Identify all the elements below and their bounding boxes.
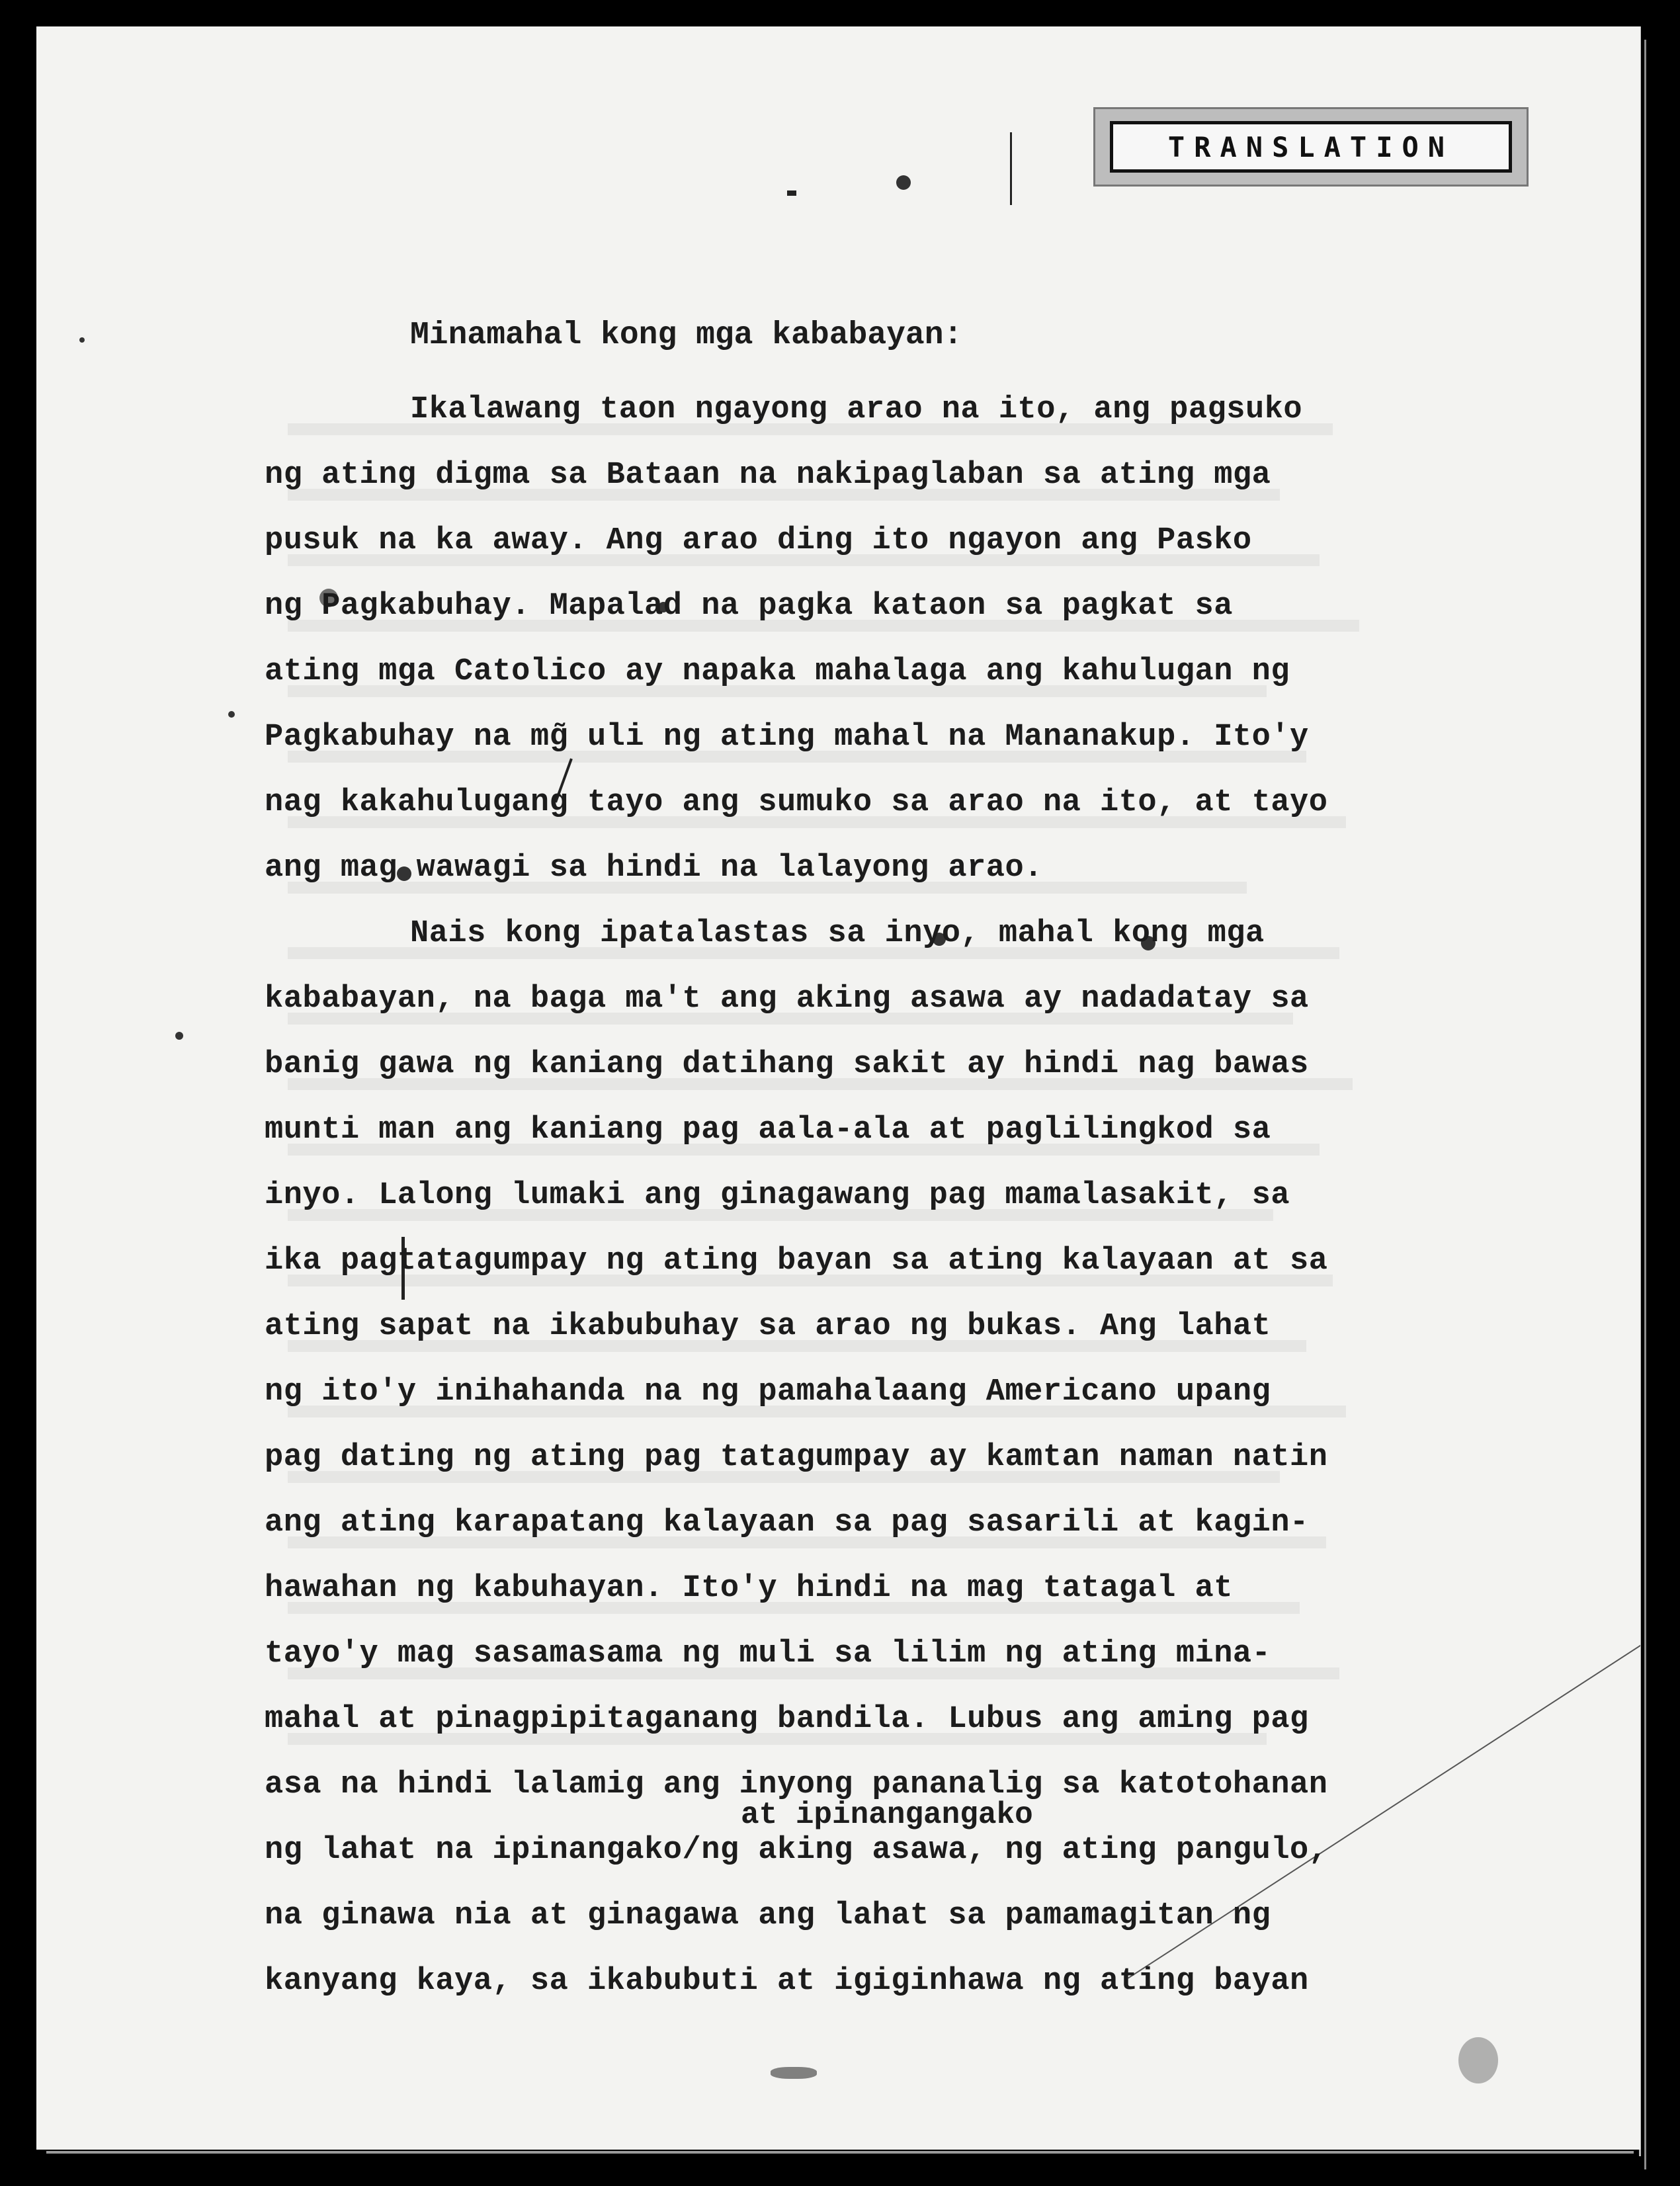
typed-insertion: at ipinangangako — [741, 1798, 1033, 1832]
letter-line: Ikalawang taon ngayong arao na ito, ang pagsuko — [410, 392, 1303, 427]
ink-blot — [79, 337, 85, 343]
letter-line: ng Pagkabuhay. Mapalad na pagka kataon sa pagkat sa — [265, 589, 1233, 624]
letter-line: banig gawa ng kaniang datihang sakit ay hindi nag bawas — [265, 1047, 1309, 1082]
page-edge — [1644, 40, 1646, 2169]
letter-line: munti man ang kaniang pag aala-ala at paglilingkod sa — [265, 1113, 1271, 1148]
translation-stamp-label: TRANSLATION — [1110, 121, 1512, 173]
translation-stamp — [1093, 107, 1529, 187]
page-edge — [46, 2151, 1634, 2154]
letter-line: ating mga Catolico ay napaka mahalaga ang kahulugan ng — [265, 654, 1290, 689]
letter-line: kababayan, na baga ma't ang aking asawa ay nadadatay sa — [265, 982, 1309, 1017]
letter-line: ating sapat na ikabubuhay sa arao ng bukas. Ang lahat — [265, 1309, 1271, 1344]
letter-salutation: Minamahal kong mga kababayan: — [410, 317, 963, 353]
ink-mark — [787, 190, 796, 196]
letter-line: kanyang kaya, sa ikabubuti at igiginhawa ng ating bayan — [265, 1964, 1309, 1999]
letter-line: ng lahat na ipinangako/ng aking asawa, ng ating pangulo, — [265, 1833, 1328, 1868]
ink-blot — [175, 1032, 183, 1040]
ink-blot — [228, 711, 235, 718]
letter-line: ang mag wawagi sa hindi na lalayong arao. — [265, 851, 1043, 886]
ink-blot — [896, 175, 911, 190]
letter-line: ng ito'y inihahanda na ng pamahalaang Americano upang — [265, 1374, 1271, 1409]
letter-line: na ginawa nia at ginagawa ang lahat sa pamamagitan ng — [265, 1898, 1271, 1933]
letter-line: pusuk na ka away. Ang arao ding ito ngayon ang Pasko — [265, 523, 1252, 558]
letter-line: nag kakahulugang tayo ang sumuko sa arao na ito, at tayo — [265, 785, 1328, 820]
ink-blot — [1458, 2037, 1498, 2083]
letter-body — [265, 377, 1601, 2014]
document-page — [36, 26, 1640, 2150]
letter-line: hawahan ng kabuhayan. Ito'y hindi na mag tatagal at — [265, 1571, 1233, 1606]
letter-line: ang ating karapatang kalayaan sa pag sasarili at kagin- — [265, 1505, 1309, 1540]
letter-line: mahal at pinagpipitaganang bandila. Lubus ang aming pag — [265, 1702, 1309, 1737]
letter-line: Nais kong ipatalastas sa inyo, mahal kong mga — [410, 916, 1265, 951]
ink-blot — [771, 2067, 817, 2079]
letter-line: ng ating digma sa Bataan na nakipaglaban sa ating mga — [265, 458, 1271, 493]
letter-line: tayo'y mag sasamasama ng muli sa lilim ng ating mina- — [265, 1636, 1271, 1671]
ink-mark — [1010, 132, 1012, 205]
letter-line: pag dating ng ating pag tatagumpay ay kamtan naman natin — [265, 1440, 1328, 1475]
letter-line: asa na hindi lalamig ang inyong pananalig sa katotohanan — [265, 1767, 1328, 1802]
letter-line: ika pagtatagumpay ng ating bayan sa ating kalayaan at sa — [265, 1243, 1328, 1279]
letter-line: Pagkabuhay na mg̃ uli ng ating mahal na Mananakup. Ito'y — [265, 720, 1309, 755]
letter-line: inyo. Lalong lumaki ang ginagawang pag mamalasakit, sa — [265, 1178, 1290, 1213]
